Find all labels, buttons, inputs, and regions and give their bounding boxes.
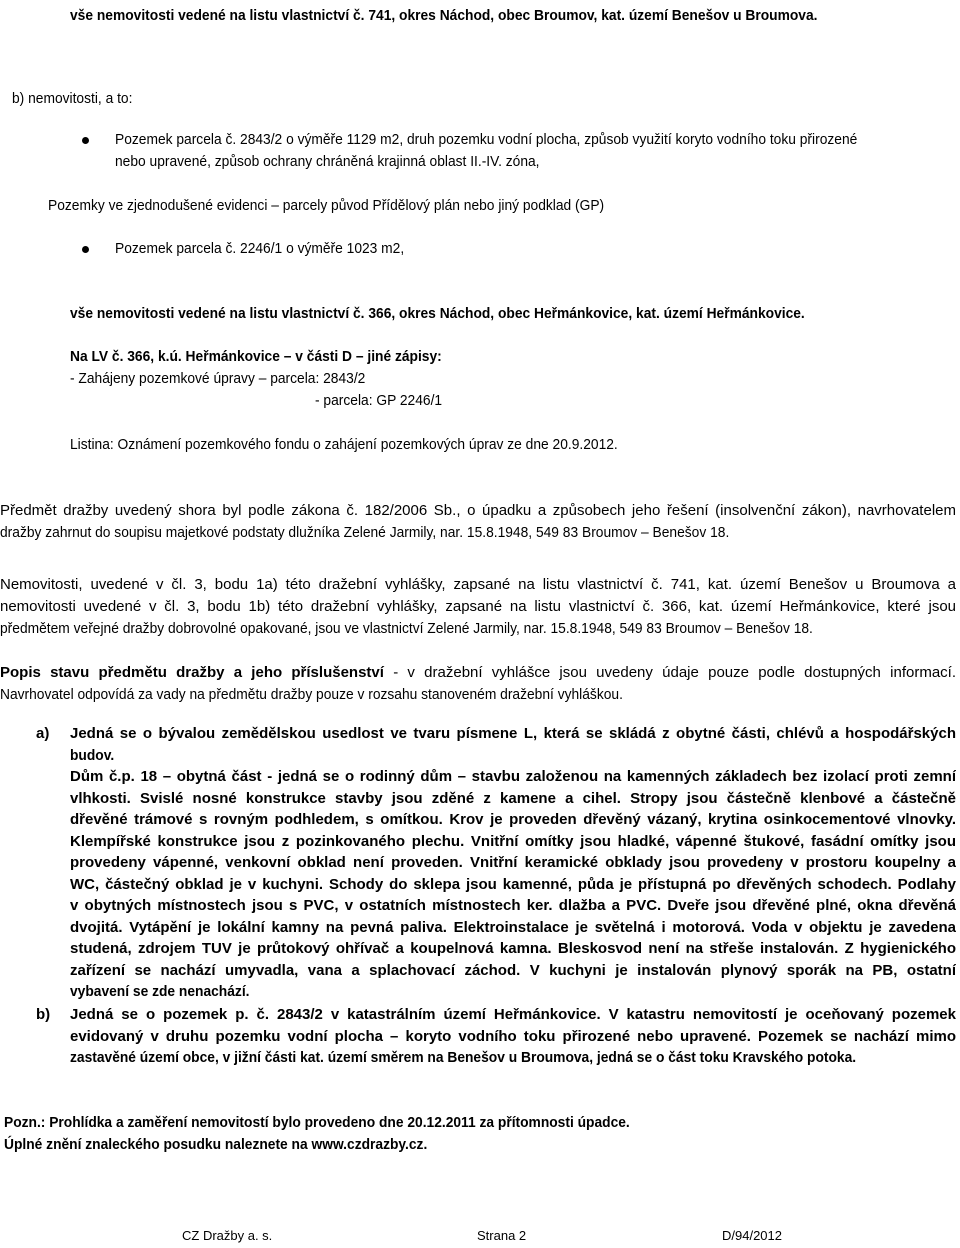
parcel-2246-line: Pozemek parcela č. 2246/1 o výměře 1023 m2, bbox=[115, 240, 405, 257]
item-a-line: studená, zdrojem TUV je průtokový ohřívač a koupelnová kamna. Bleskosvod není na střeše instalován. Z hygienického bbox=[70, 940, 956, 957]
footer-reference: D/94/2012 bbox=[722, 1228, 782, 1243]
pozn-line2: Úplné znění znaleckého posudku naleznete na www.czdrazby.cz. bbox=[4, 1136, 428, 1153]
item-a-line: Klempířské konstrukce jsou z pozinkovaného plechu. Vnitřní omítky jsou hladké, vápenné štukové, fasádní omítky jsou bbox=[70, 832, 956, 850]
footer-company: CZ Dražby a. s. bbox=[182, 1228, 273, 1243]
item-a-line: zařízení se nachází umyvadla, vana a splachovací záchod. V kuchyni je instalován plynový sporák na PB, ostatní bbox=[70, 961, 956, 979]
item-a-line: v obytných místnostech jsou s PVC, v ostatních místnostech ker. dlažba a PVC. Dveře jsou dřevěné plné, okna dřevěná bbox=[70, 897, 956, 914]
item-a-line: budov. bbox=[70, 746, 115, 764]
pozemkove-upravy-line2: - parcela: GP 2246/1 bbox=[315, 392, 443, 409]
popis-bold-text: Popis stavu předmětu dražby a jeho příslušenství bbox=[0, 664, 384, 681]
simplified-evidence-line: Pozemky ve zjednodušené evidenci – parcely původ Přídělový plán nebo jiný podklad (GP) bbox=[48, 197, 605, 214]
lv741-line: vše nemovitosti vedené na listu vlastnictví č. 741, okres Náchod, obec Broumov, kat. území Benešov u Broumova. bbox=[70, 7, 818, 24]
item-a-line: WC, částečný obklad je v kuchyni. Schody do sklepa jsou kamenné, půda je přístupná po dřevěných schodech. Podlahy bbox=[70, 875, 956, 893]
parcel-2843-line2: nebo upravené, způsob ochrany chráněná krajinná oblast II.-IV. zóna, bbox=[115, 153, 540, 170]
pozn-line1: Pozn.: Prohlídka a zaměření nemovitostí bylo provedeno dne 20.12.2011 za přítomnosti úpadce. bbox=[4, 1114, 630, 1131]
section-b-intro: b) nemovitosti, a to: bbox=[12, 90, 133, 107]
bullet-icon bbox=[82, 137, 89, 144]
popis-line1-text: - v dražební vyhlášce jsou uvedeny údaje pouze podle dostupných informací. bbox=[383, 664, 956, 681]
item-b-marker: b) bbox=[36, 1006, 51, 1023]
item-a-line: provedeny vápenné, venkovní obklad není proveden. Vnitřní keramické obklady jsou provedeny v prostoru koupelny a bbox=[70, 854, 956, 871]
item-a-line: Jedná se o bývalou zemědělskou usedlost ve tvaru písmene L, která se skládá z obytné části, chlévů a hospodářských bbox=[70, 725, 956, 742]
pozemkove-upravy-line1: - Zahájeny pozemkové úpravy – parcela: 2843/2 bbox=[70, 370, 366, 387]
item-a-line: vlhkosti. Svislé nosné konstrukce stavby jsou zděné z kamene a cihel. Stropy jsou částečně klenbové a částečně bbox=[70, 789, 956, 807]
na-lv-heading: Na LV č. 366, k.ú. Heřmánkovice – v části D – jiné zápisy: bbox=[70, 348, 442, 365]
item-b-line: Jedná se o pozemek p. č. 2843/2 v katastrálním území Heřmánkovice. V katastru nemovitostí je oceňovaný pozemek bbox=[70, 1006, 956, 1023]
nemovitosti-line1: Nemovitosti, uvedené v čl. 3, bodu 1a) této dražební vyhlášky, zapsané na listu vlastnictví č. 741, kat. území Benešov u Broumova a bbox=[0, 576, 956, 593]
item-b-line: zastavěné území obce, v jižní části kat. území směrem na Benešov u Broumova, jedná se o část toku Kravského potoka. bbox=[70, 1049, 857, 1066]
listina-line: Listina: Oznámení pozemkového fondu o zahájení pozemkových úprav ze dne 20.9.2012. bbox=[70, 436, 618, 453]
item-b-line: evidovaný v druhu pozemku vodní plocha – koryto vodního toku přirozené nebo upravené. Pozemek se nachází mimo bbox=[70, 1027, 956, 1045]
parcel-2843-line1: Pozemek parcela č. 2843/2 o výměře 1129 m2, druh pozemku vodní plocha, způsob využití koryto vodního toku přirozené bbox=[115, 131, 858, 148]
nemovitosti-line3: předmětem veřejné dražby dobrovolné opakované, jsou ve vlastnictví Zelené Jarmily, nar. 15.8.1948, 549 83 Broumov – Benešov 18. bbox=[0, 620, 813, 637]
nemovitosti-line2: nemovitosti uvedené v čl. 3, bodu 1b) této dražební vyhlášky, zapsané na listu vlastnictví č. 366, kat. území Heřmánkovice, které jsou bbox=[0, 598, 956, 615]
footer-page-number: Strana 2 bbox=[477, 1228, 527, 1243]
item-a-line: dvojitá. Vytápění je lokální kamny na pevná paliva. Elektroinstalace je světelná i motorová. Voda v objektu je zavedena bbox=[70, 918, 956, 936]
predmet-bold-text: Předmět dražby uvedený shora byl podle zákona č. 182/2006 Sb. bbox=[0, 502, 457, 519]
bullet-icon bbox=[82, 246, 89, 253]
lv366-line: vše nemovitosti vedené na listu vlastnictví č. 366, okres Náchod, obec Heřmánkovice, kat. území Heřmánkovice. bbox=[70, 305, 805, 322]
popis-line1 bbox=[0, 662, 956, 684]
item-a-marker: a) bbox=[36, 725, 50, 742]
predmet-line1 bbox=[0, 500, 956, 522]
item-a-line: dřevěné trámové s rovným podhledem, s omítkou. Krov je proveden dřevěný vázaný, krytina osinkocementové vlnovky. bbox=[70, 811, 956, 828]
predmet-line1-text: , o úpadku a způsobech jeho řešení (insolvenční zákon), navrhovatelem bbox=[456, 502, 956, 519]
predmet-line2: dražby zahrnut do soupisu majetkové podstaty dlužníka Zelené Jarmily, nar. 15.8.1948, 549 83 Broumov – Benešov 18. bbox=[0, 524, 730, 541]
item-a-line: Dům č.p. 18 – obytná část - jedná se o rodinný dům – stavbu založenou na kamenných základech bez izolací proti zemní bbox=[70, 768, 956, 785]
popis-line2: Navrhovatel odpovídá za vady na předmětu dražby pouze v rozsahu stanoveném dražební vyhláškou. bbox=[0, 686, 623, 703]
item-a-line: vybavení se zde nenachází. bbox=[70, 983, 250, 1000]
